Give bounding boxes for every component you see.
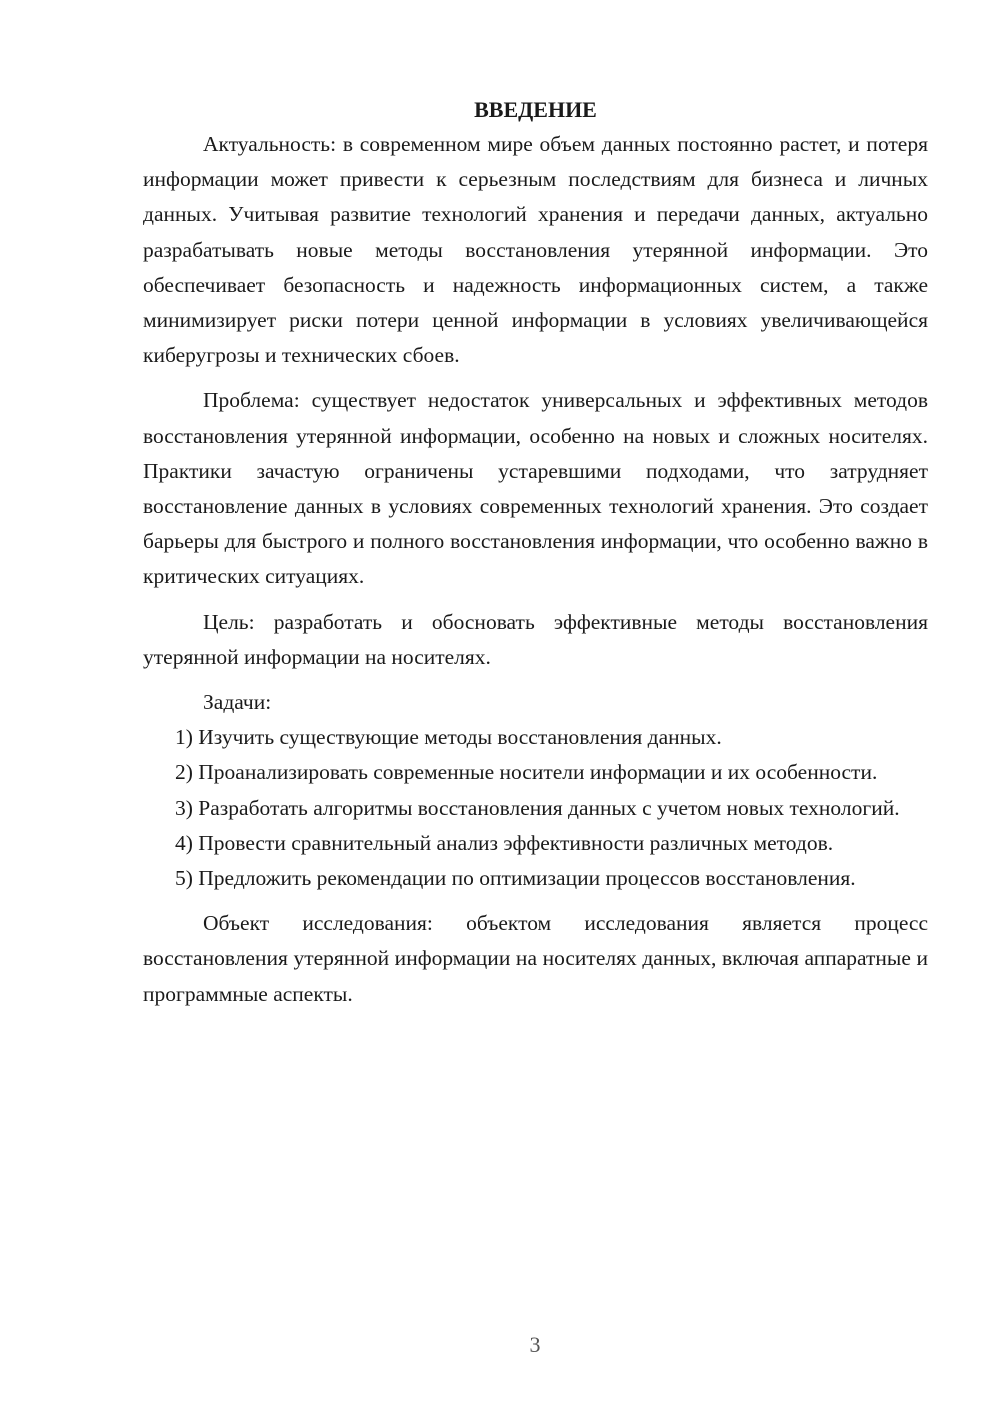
task-item-1: 1) Изучить существующие методы восстановления данных. [175,725,722,750]
paragraph-problem: Проблема: существует недостаток универсальных и эффективных методов восстановления утерянной информации, особенно на новых и сложных носителях. Практики зачастую ограничены устаревшими подходами, что затрудняет восстановление данных в условиях современных технологий хранения. Это создает барьеры для быстрого и полного восстановления информации, что особенно важно в критических ситуациях. [143,388,928,589]
paragraph-object: Объект исследования: объектом исследования является процесс восстановления утерянной информации на носителях данных, включая аппаратные и программные аспекты. [143,911,928,1006]
page-number: 3 [529,1332,541,1357]
task-item-3: 3) Разработать алгоритмы восстановления данных с учетом новых технологий. [175,795,900,820]
paragraph-relevance: Актуальность: в современном мире объем данных постоянно растет, и потеря информации может привести к серьезным последствиям для бизнеса и личных данных. Учитывая развитие технологий хранения и передачи данных, актуально разрабатывать новые методы восстановления утерянной информации. Это обеспечивает безопасность и надежность информационных систем, а также минимизирует риски потери ценной информации в условиях увеличивающейся киберугрозы и технических сбоев. [143,132,928,368]
task-item-5: 5) Предложить рекомендации по оптимизации процессов восстановления. [175,866,856,891]
page-title: ВВЕДЕНИЕ [474,97,597,122]
task-item-4: 4) Провести сравнительный анализ эффективности различных методов. [175,830,834,855]
paragraph-tasks-heading: Задачи: [203,690,272,715]
task-item-2: 2) Проанализировать современные носители информации и их особенности. [175,760,878,785]
paragraph-goal: Цель: разработать и обосновать эффективные методы восстановления утерянной информации на носителях. [143,609,928,669]
document-page [143,92,928,1012]
